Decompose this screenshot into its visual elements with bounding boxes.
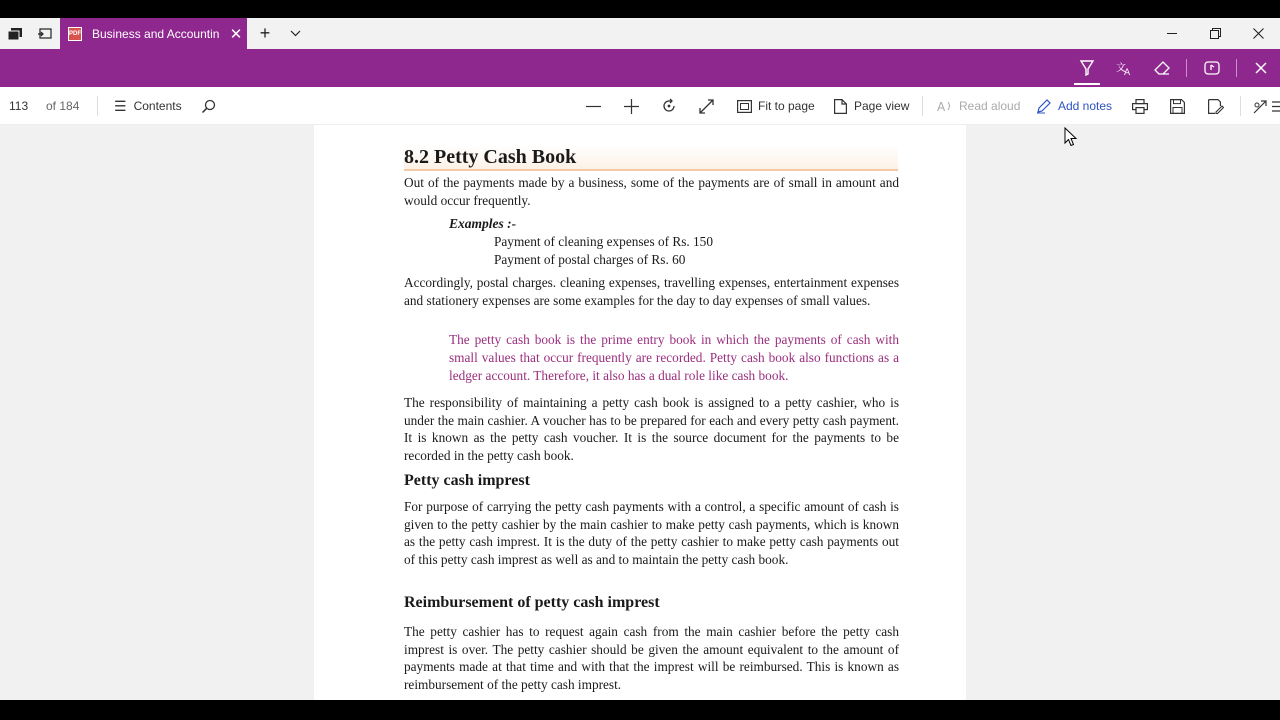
reader-toolbar (0, 87, 1280, 125)
examples-title: Examples :- (449, 216, 517, 231)
add-notes-label: Add notes (1058, 99, 1113, 113)
share-button[interactable] (1253, 87, 1268, 125)
search-icon (201, 99, 216, 114)
fit-to-page-button[interactable] (737, 87, 815, 125)
page-view-icon (834, 99, 847, 114)
read-aloud-icon (937, 99, 953, 113)
rotate-icon (661, 98, 677, 114)
rotate-button[interactable] (661, 87, 677, 125)
toolbar-divider (922, 96, 923, 116)
mouse-cursor-icon (1064, 127, 1078, 147)
touch-writing-icon[interactable] (1194, 49, 1230, 87)
fit-page-icon (737, 100, 752, 113)
svg-text:文: 文 (1116, 63, 1126, 74)
minimize-button[interactable] (1150, 18, 1194, 49)
example-line-1: Payment of cleaning expenses of Rs. 150 (494, 234, 713, 249)
share-icon (1253, 99, 1268, 114)
tabs-aside-icon[interactable] (0, 18, 30, 49)
zoom-out-button[interactable] (586, 87, 601, 125)
toolbar-divider (1186, 59, 1187, 77)
browser-tab-bar (0, 18, 1280, 49)
restore-tabs-icon[interactable] (30, 18, 60, 49)
save-button[interactable] (1170, 87, 1185, 125)
active-indicator (1074, 83, 1100, 85)
close-window-button[interactable] (1236, 18, 1280, 49)
contents-icon: ☰ (114, 97, 127, 114)
zoom-in-button[interactable] (624, 87, 639, 125)
svg-text:A: A (1124, 68, 1131, 76)
print-icon (1132, 99, 1148, 114)
plus-icon (624, 99, 639, 114)
svg-text:A: A (937, 100, 946, 113)
contents-button[interactable] (114, 87, 182, 125)
example-line-2: Payment of postal charges of Rs. 60 (494, 252, 686, 267)
read-aloud-label: Read aloud (959, 99, 1021, 113)
ink-toolbar (0, 49, 1280, 87)
paragraph-4: The petty cashier has to request again cash from the main cashier before the petty cash imprest is over. The petty cashier should be given the amount equivalent to the amount of payments made at that time and with that the imprest will be reimbursed. This is known as reimbursement of the petty cash imprest. (404, 624, 899, 693)
page-view-button[interactable] (834, 87, 909, 125)
new-tab-button[interactable]: + (259, 23, 271, 43)
expand-icon (699, 99, 714, 114)
intro-paragraph: Out of the payments made by a business, some of the payments are of small in amount and would occur frequently. (404, 175, 899, 208)
contents-label: Contents (133, 99, 182, 113)
subheading-petty-cash-imprest: Petty cash imprest (404, 472, 530, 489)
chevron-down-icon[interactable] (280, 18, 310, 49)
pen-icon (1036, 98, 1052, 114)
subheading-reimbursement: Reimbursement of petty cash imprest (404, 594, 660, 611)
more-options-icon[interactable] (1272, 87, 1280, 125)
highlighter-icon[interactable] (1069, 49, 1105, 87)
page-number-input[interactable]: 113 (9, 99, 29, 113)
paragraph-1: Accordingly, postal charges. cleaning expenses, travelling expenses, entertainment expenses and stationery expenses are some examples for the day to day expenses of small values. (404, 275, 899, 308)
paragraph-3: For purpose of carrying the petty cash payments with a control, a specific amount of cash is given to the petty cashier by the main cashier to make petty cash payments, which is known as the petty cash imprest. It is the duty of the petty cashier to make petty cash payments out of this petty cash imprest as well as and to maintain the petty cash book. (404, 499, 899, 568)
print-button[interactable] (1132, 87, 1148, 125)
paragraph-2: The responsibility of maintaining a petty cash book is assigned to a petty cashier, who is under the main cashier. A voucher has to be prepared for each and every petty cash payment. It is known as the petty cash voucher. It is the source document for the payments to be recorded in the petty cash book. (404, 395, 899, 464)
pdf-file-icon: PDF (68, 27, 82, 41)
minus-icon (586, 99, 601, 114)
page-total: of 184 (46, 99, 80, 113)
page-view-label: Page view (854, 99, 910, 113)
toolbar-divider (97, 96, 98, 116)
toolbar-divider (1240, 96, 1241, 116)
save-icon (1170, 99, 1185, 114)
close-icon[interactable] (1243, 49, 1279, 87)
section-heading: 8.2 Petty Cash Book (404, 146, 577, 168)
fit-to-page-label: Fit to page (758, 99, 815, 113)
save-as-icon (1208, 99, 1224, 114)
read-aloud-button[interactable] (937, 87, 1020, 125)
close-tab-icon[interactable]: ✕ (229, 25, 243, 43)
section-heading-bar (404, 145, 898, 171)
pdf-page (314, 125, 966, 700)
document-viewport[interactable] (0, 125, 1280, 700)
fullscreen-button[interactable] (699, 87, 714, 125)
save-as-button[interactable] (1208, 87, 1224, 125)
restore-window-button[interactable] (1193, 18, 1237, 49)
eraser-icon[interactable] (1144, 49, 1180, 87)
translate-icon[interactable] (1106, 49, 1142, 87)
definition-paragraph: The petty cash book is the prime entry book in which the payments of cash with small values that occur frequently are recorded. Petty cash book also functions as a ledger account. Therefore, it also has a dual role like cash book. (449, 332, 899, 383)
tab-title: Business and Accountin (92, 26, 220, 41)
toolbar-divider (1236, 59, 1237, 77)
search-button[interactable] (201, 87, 216, 125)
active-tab[interactable] (60, 18, 247, 49)
add-notes-button[interactable] (1036, 87, 1112, 125)
